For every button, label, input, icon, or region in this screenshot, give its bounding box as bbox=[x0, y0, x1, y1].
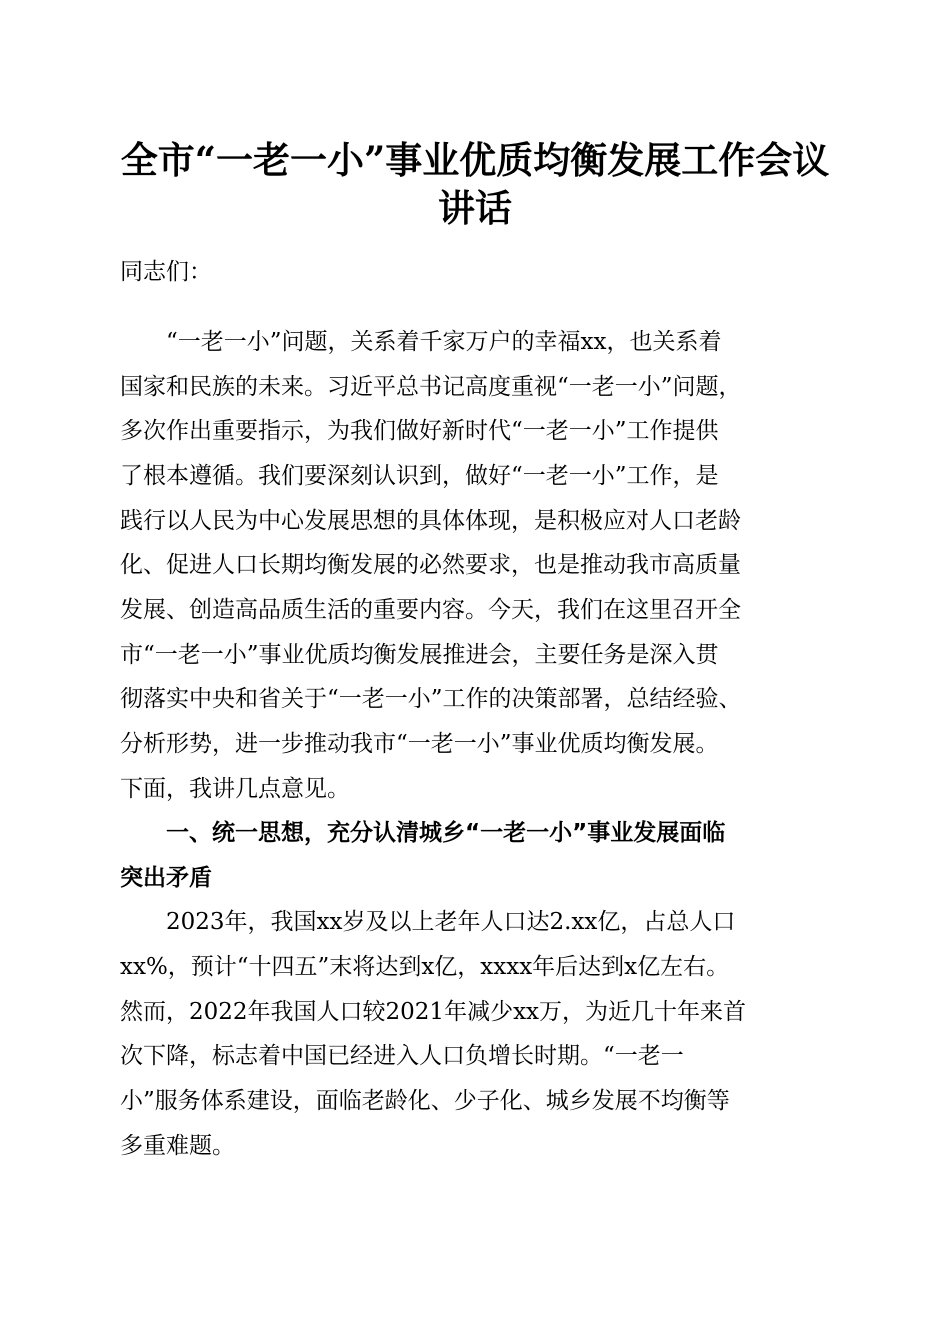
intro-line: 分析形势，进一步推动我市“一老一小”事业优质均衡发展。 bbox=[120, 731, 719, 757]
section-line: 然而，2022年我国人口较2021年减少xx万，为近几十年来首 bbox=[120, 999, 747, 1025]
intro-line: 国家和民族的未来。习近平总书记高度重视“一老一小”问题， bbox=[120, 374, 742, 400]
intro-line: 发展、创造高品质生活的重要内容。今天，我们在这里召开全 bbox=[120, 597, 741, 623]
section-line: xx%，预计“十四五”末将达到x亿，xxxx年后达到x亿左右。 bbox=[120, 954, 730, 980]
section-line: 2023年，我国xx岁及以上老年人口达2.xx亿，占总人口 bbox=[166, 909, 736, 935]
section-line: 多重难题。 bbox=[120, 1133, 235, 1159]
document-title-line-2: 讲话 bbox=[438, 186, 512, 230]
section-heading-line: 一、统一思想，充分认清城乡“一老一小”事业发展面临 bbox=[166, 820, 726, 846]
intro-line: 多次作出重要指示，为我们做好新时代“一老一小”工作提供 bbox=[120, 418, 719, 444]
salutation: 同志们： bbox=[120, 259, 212, 285]
intro-line: 化、促进人口长期均衡发展的必然要求，也是推动我市高质量 bbox=[120, 552, 741, 578]
intro-line: “一老一小”问题，关系着千家万户的幸福xx，也关系着 bbox=[166, 329, 722, 355]
section-line: 小”服务体系建设，面临老龄化、少子化、城乡发展不均衡等 bbox=[120, 1088, 730, 1114]
intro-line: 下面，我讲几点意见。 bbox=[120, 776, 350, 802]
intro-line: 市“一老一小”事业优质均衡发展推进会，主要任务是深入贯 bbox=[120, 642, 719, 668]
intro-line: 彻落实中央和省关于“一老一小”工作的决策部署，总结经验、 bbox=[120, 686, 742, 712]
intro-line: 践行以人民为中心发展思想的具体体现，是积极应对人口老龄 bbox=[120, 508, 741, 534]
intro-line: 了根本遵循。我们要深刻认识到，做好“一老一小”工作，是 bbox=[120, 463, 719, 489]
section-heading-line: 突出矛盾 bbox=[120, 865, 212, 891]
section-line: 次下降，标志着中国已经进入人口负增长时期。“一老一 bbox=[120, 1043, 684, 1069]
document-title-line-1: 全市“一老一小”事业优质均衡发展工作会议 bbox=[120, 138, 830, 182]
